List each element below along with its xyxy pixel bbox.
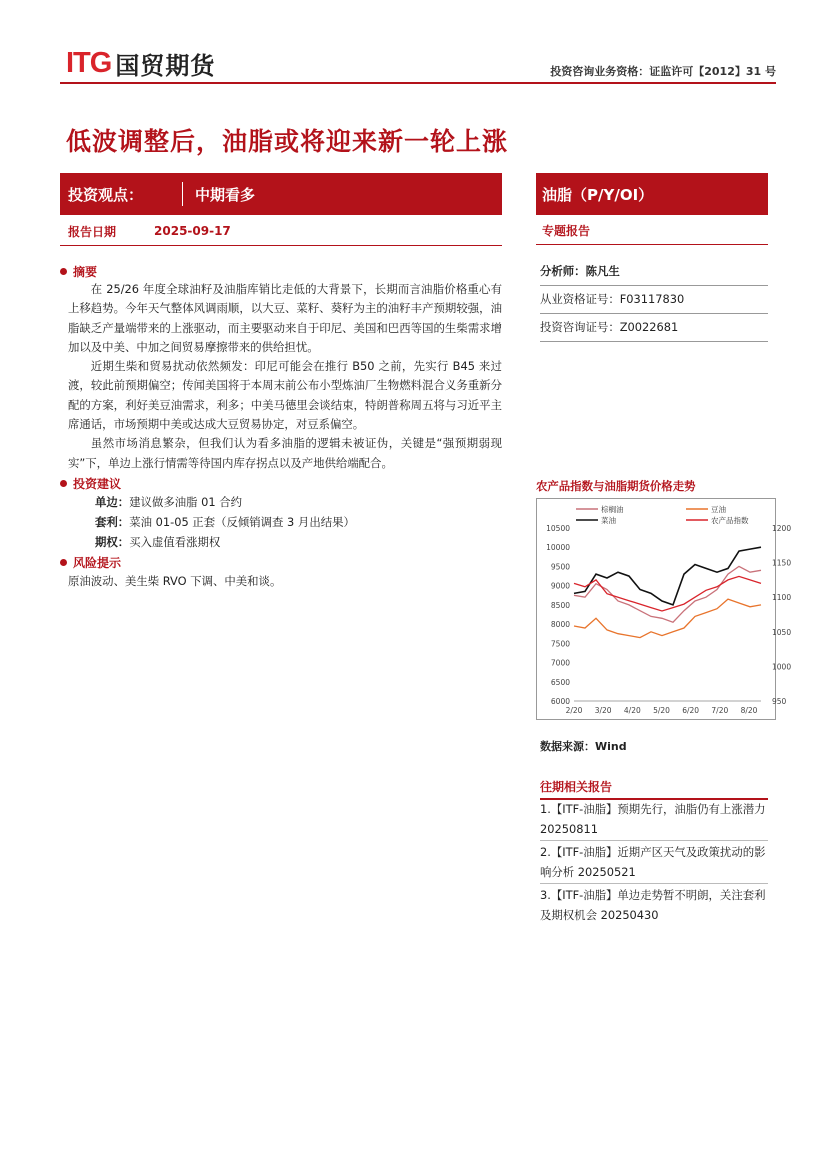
- advice-list: [60, 492, 502, 552]
- y-left-tick-label: 6000: [550, 697, 570, 706]
- legend-label: 农产品指数: [711, 516, 749, 525]
- summary-paragraph: 虽然市场消息繁杂，但我们认为看多油脂的逻辑未被证伪，关键是“强预期弱现实”下，单边上涨行情需等待国内库存拐点以及产地供给端配合。: [68, 436, 502, 470]
- x-tick-label: 8/20: [740, 706, 758, 715]
- x-tick-label: 7/20: [711, 706, 729, 715]
- advice-item-label: 套利：: [95, 514, 130, 529]
- view-separator: [182, 182, 183, 206]
- product-bar: 油脂（P/Y/OI）: [536, 173, 768, 215]
- y-right-tick-label: 1150: [772, 558, 792, 568]
- report-date-label: 报告日期: [68, 224, 117, 239]
- advice-item-label: 期权：: [95, 534, 130, 549]
- report-date-row: [60, 217, 502, 246]
- report-type: 专题报告: [536, 217, 768, 245]
- y-left-tick-label: 10500: [546, 524, 570, 533]
- series-line-棕榈油: [574, 566, 761, 622]
- y-left-tick-label: 9000: [550, 581, 570, 591]
- license-text: 投资咨询业务资格：证监许可【2012】31 号: [550, 65, 776, 78]
- related-report-item: 2.【ITF-油脂】近期产区天气及政策扰动的影响分析 20250521: [540, 841, 768, 884]
- y-right-tick-label: 1000: [772, 662, 792, 672]
- advice-item-text: 建议做多油脂 01 合约: [129, 494, 243, 509]
- cert1-value: F03117830: [619, 292, 685, 306]
- analyst-name-row: [540, 258, 768, 286]
- bullet-icon: [60, 559, 67, 566]
- risk-heading-text: 风险提示: [73, 555, 122, 570]
- related-reports-heading: 往期相关报告: [540, 778, 768, 800]
- related-report-item: 3.【ITF-油脂】单边走势暂不明朗，关注套利及期权机会 20250430: [540, 888, 766, 922]
- analyst-name: 陈凡生: [585, 264, 620, 278]
- company-logo: [66, 48, 215, 78]
- x-tick-label: 4/20: [623, 706, 641, 715]
- cert2-label: 投资咨询证号：: [540, 320, 620, 334]
- x-tick-label: 2/20: [565, 706, 583, 715]
- risk-text: 原油波动、美生柴 RVO 下调、中美和谈。: [68, 573, 282, 588]
- y-right-tick-label: 1050: [772, 627, 792, 637]
- summary-heading: [60, 263, 502, 280]
- y-right-tick-label: 950: [772, 697, 787, 706]
- bullet-icon: [60, 268, 67, 275]
- advice-item: [95, 492, 502, 512]
- header-divider: [60, 82, 776, 84]
- analyst-name-label: 分析师：: [540, 264, 586, 278]
- advice-heading-text: 投资建议: [73, 476, 122, 491]
- x-tick-label: 5/20: [653, 706, 670, 715]
- report-title: 低波调整后，油脂或将迎来新一轮上涨: [66, 127, 509, 156]
- y-left-tick-label: 6500: [550, 677, 570, 687]
- summary-paragraph: 在 25/26 年度全球油籽及油脂库销比走低的大背景下，长期而言油脂价格重心有上移趋势。今年天气整体风调雨顺，以大豆、菜籽、葵籽为主的油籽丰产预期较强，油脂缺乏产量端带来的上涨驱动，而主要驱动来自于印尼、美国和巴西等国的生柴需求增加以及中美、中加之间贸易摩擦带来的供给担忧。: [68, 282, 502, 354]
- price-trend-chart: [536, 498, 792, 720]
- related-report-item: 1.【ITF-油脂】预期先行，油脂仍有上涨潜力 20250811: [540, 798, 768, 841]
- summary-body: [60, 280, 502, 473]
- y-left-tick-label: 10000: [546, 543, 570, 553]
- view-label: 投资观点：: [68, 185, 144, 204]
- y-left-tick-label: 8000: [550, 620, 570, 630]
- cert1-label: 从业资格证号：: [540, 292, 620, 306]
- x-tick-label: 6/20: [682, 706, 700, 715]
- related-reports-list: [540, 798, 768, 926]
- view-value: 中期看多: [195, 185, 256, 204]
- analyst-cert1-row: [540, 286, 768, 314]
- advice-heading: [60, 475, 502, 492]
- bullet-icon: [60, 480, 67, 487]
- y-right-tick-label: 1100: [772, 593, 792, 603]
- report-date-value: 2025-09-17: [154, 224, 231, 238]
- cert2-value: Z0022681: [619, 320, 679, 334]
- advice-item: [95, 532, 502, 552]
- legend-label: 豆油: [711, 505, 726, 514]
- summary-heading-text: 摘要: [73, 265, 98, 279]
- left-column: [60, 263, 502, 591]
- investment-view-bar: [60, 173, 502, 215]
- y-right-tick-label: 1200: [772, 524, 792, 533]
- logo-chinese: 国贸期货: [115, 51, 216, 80]
- legend-label: 棕榈油: [601, 505, 624, 514]
- chart-title: 农产品指数与油脂期货价格走势: [536, 479, 696, 493]
- series-line-豆油: [574, 599, 761, 638]
- advice-item: [95, 512, 502, 532]
- series-line-菜油: [574, 547, 761, 605]
- analyst-info: [540, 258, 768, 342]
- series-line-农产品指数: [574, 576, 761, 611]
- summary-paragraph: 近期生柴和贸易扰动依然频发：印尼可能会在推行 B50 之前，先实行 B45 来过渡，较此前预期偏空；传闻美国将于本周末前公布小型炼油厂生物燃料混合义务重新分配的方案，利好美豆油需求，利多；中美马德里会谈结束，特朗普称周五将与习近平主席通话，市场预期中美或达成大豆贸易协定，对豆系偏空。: [68, 359, 502, 432]
- data-source: 数据来源：Wind: [540, 740, 627, 753]
- logo-latin: ITG: [66, 46, 112, 79]
- y-left-tick-label: 7500: [550, 639, 570, 649]
- x-tick-label: 3/20: [594, 706, 612, 715]
- advice-item-text: 菜油 01-05 正套（反倾销调查 3 月出结果）: [129, 514, 355, 529]
- advice-item-text: 买入虚值看涨期权: [129, 534, 221, 549]
- y-left-tick-label: 7000: [550, 658, 570, 668]
- legend-label: 菜油: [601, 516, 616, 525]
- analyst-cert2-row: [540, 314, 768, 342]
- y-left-tick-label: 9500: [550, 562, 570, 572]
- risk-heading: [60, 554, 502, 571]
- advice-item-label: 单边：: [95, 494, 130, 509]
- y-left-tick-label: 8500: [550, 600, 570, 610]
